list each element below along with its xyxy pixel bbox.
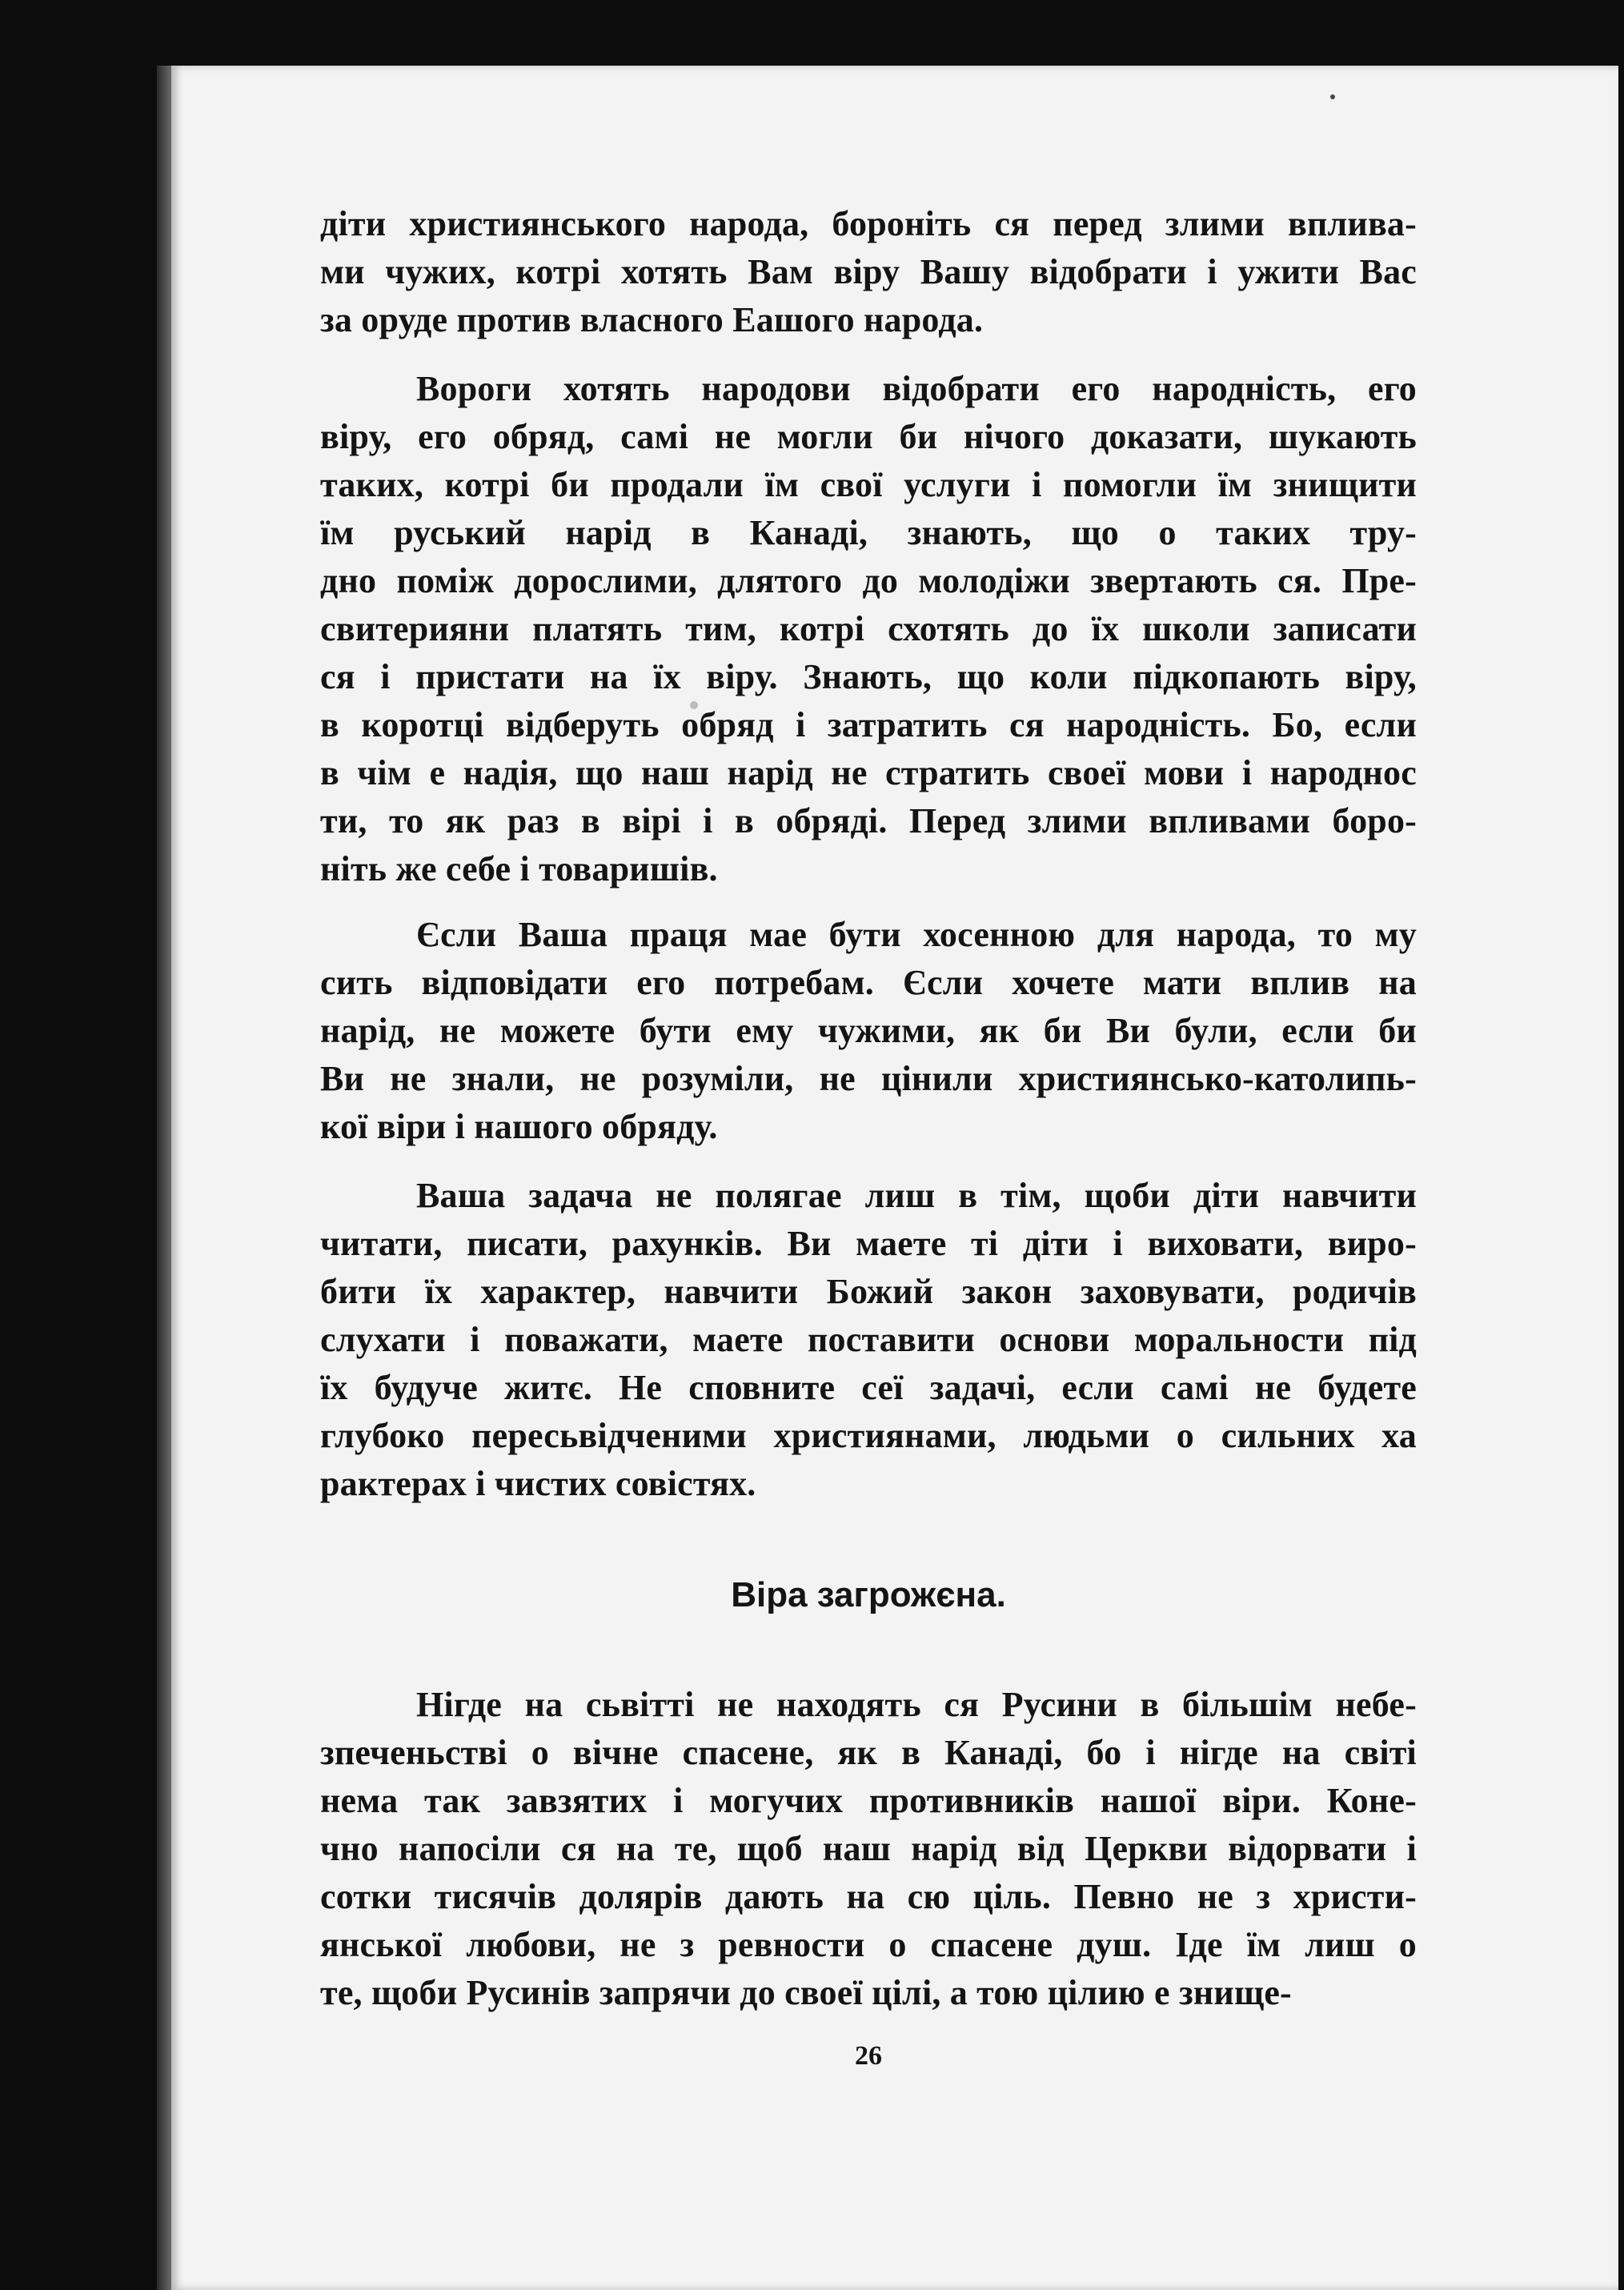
text-line: нарід, не можете бути ему чужими, як би Ви були, если би: [320, 1011, 1417, 1050]
text-line: нема так завзятих і могучих противників нашої віри. Коне-: [320, 1781, 1417, 1820]
paragraph: [320, 365, 1417, 893]
text-line: читати, писати, рахунків. Ви маете ті діти і виховати, виро-: [320, 1224, 1417, 1263]
text-line: ніть же себе і товаришів.: [320, 849, 718, 888]
text-line: в коротці відберуть обряд і затратить ся народність. Бо, если: [320, 705, 1417, 744]
text-line: Нігде на сьвітті не находять ся Русини в більшім небе-: [416, 1685, 1417, 1724]
body-text-top: [320, 200, 1417, 1508]
text-line: те, щоби Русинів запрячи до своеї цілі, а тою цілию е знище-: [320, 1973, 1292, 2012]
body-text-bottom: [320, 1681, 1417, 2017]
paragraph: [320, 911, 1417, 1151]
dust-speck: [1330, 94, 1335, 99]
text-line: Єсли Ваша праця мае бути хосенною для народа, то му: [416, 915, 1417, 954]
text-line: рактерах і чистих совістях.: [320, 1464, 756, 1503]
text-line: ти, то як раз в вірі і в обряді. Перед злими впливами боро-: [320, 801, 1417, 840]
text-line: дно поміж дорослими, длятого до молодіжи звертають ся. Пре-: [320, 561, 1417, 600]
text-line: Ваша задача не полягае лиш в тім, щоби діти навчити: [416, 1176, 1417, 1215]
text-line: сить відповідати его потребам. Єсли хочете мати вплив на: [320, 963, 1417, 1002]
text-line: чно напосіли ся на те, щоб наш нарід від Церкви відорвати і: [320, 1829, 1417, 1868]
text-line: їх будуче житє. Не сповните сеї задачі, если самі не будете: [320, 1368, 1417, 1407]
text-line: діти християнського народа, бороніть ся перед злими вплива-: [320, 204, 1417, 243]
text-line: глубоко пересьвідченими християнами, людьми о сильних ха: [320, 1416, 1417, 1455]
text-line: Ви не знали, не розуміли, не цінили християнсько-католипь-: [320, 1059, 1417, 1098]
paragraph: [320, 1172, 1417, 1508]
text-line: янської любови, не з ревности о спасене душ. Іде їм лиш о: [320, 1925, 1417, 1964]
text-line: Вороги хотять народови відобрати его народність, его: [416, 369, 1417, 408]
text-line: зпеченьстві о вічне спасене, як в Канаді, бо і нігде на світі: [320, 1733, 1417, 1772]
paragraph: [320, 200, 1417, 344]
text-line: свитерияни платять тим, котрі схотять до їх школи записати: [320, 609, 1417, 648]
text-line: їм руський нарід в Канаді, знають, що о таких тру-: [320, 513, 1417, 552]
page-number: 26: [855, 2041, 882, 2071]
text-line: ся і пристати на їх віру. Знають, що коли підкопають віру,: [320, 657, 1417, 696]
text-line: сотки тисячів долярів дають на сю ціль. Певно не з христи-: [320, 1877, 1417, 1916]
text-line: ми чужих, котрі хотять Вам віру Вашу відобрати і ужити Вас: [320, 252, 1417, 291]
text-line: віру, его обряд, самі не могли би нічого доказати, шукають: [320, 417, 1417, 456]
text-line: кої віри і нашого обряду.: [320, 1107, 718, 1146]
text-line: слухати і поважати, маете поставити основи моральности під: [320, 1320, 1417, 1359]
text-line: бити їх характер, навчити Божий закон заховувати, родичів: [320, 1272, 1417, 1311]
section-heading: Віра загрожєна.: [731, 1575, 1006, 1614]
paragraph: [320, 1681, 1417, 2017]
text-line: за оруде против власного Еашого народа.: [320, 300, 984, 339]
text-line: таких, котрі би продали їм свої услуги і помогли їм знищити: [320, 465, 1417, 504]
page-edge-shadow: [157, 66, 171, 2290]
text-line: в чім е надія, що наш нарід не стратить своеї мови і народнос: [320, 753, 1417, 792]
